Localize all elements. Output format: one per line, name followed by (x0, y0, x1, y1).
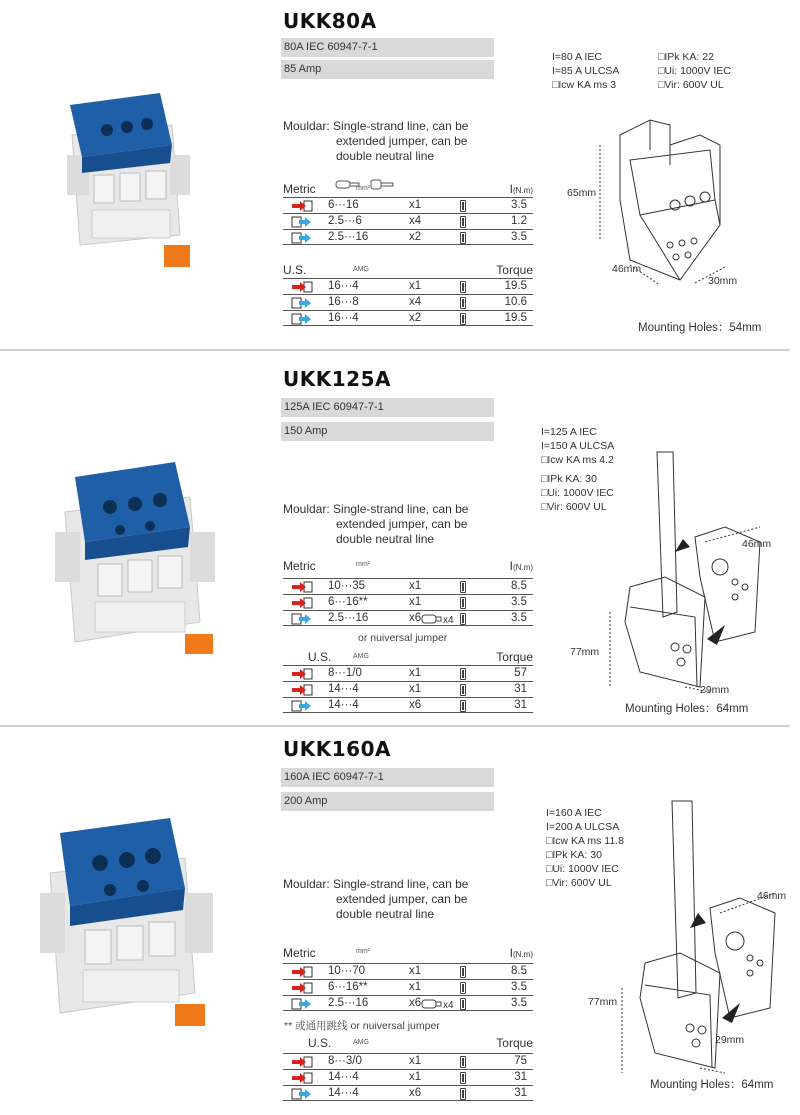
metric-table-row (283, 229, 533, 245)
wire-range: 14···4 (328, 1071, 359, 1083)
spec-item: □Ui: 1000V IEC (541, 487, 614, 499)
metric-header (283, 946, 533, 960)
dimension-width: 29mm (700, 684, 730, 696)
blue-arrow-icon (291, 216, 313, 228)
spec-item: □Icw KA ms 11.8 (546, 835, 624, 847)
metric-table-row (283, 197, 533, 213)
wire-range: 16···8 (328, 296, 359, 308)
spec-item: □Ui: 1000V IEC (658, 65, 731, 77)
spec-item: □IPk KA: 30 (546, 849, 602, 861)
metric-table-row (283, 578, 533, 594)
screwdriver-icon (460, 581, 466, 593)
multiplier: x1 (409, 683, 422, 695)
spec-item: □Icw KA ms 4.2 (541, 454, 614, 466)
us-table-row (283, 1069, 533, 1085)
screwdriver-icon (460, 668, 466, 680)
screwdriver-icon (460, 998, 466, 1010)
svg-text:x4: x4 (443, 615, 454, 625)
mouldar-description (283, 119, 503, 164)
mouldar-line: double neutral line (336, 907, 435, 921)
blue-arrow-icon (291, 613, 313, 625)
product-photo-ukk80a (52, 85, 202, 285)
blue-arrow-icon (291, 998, 313, 1010)
amp-band: 85 Amp (281, 60, 494, 79)
mouldar-description (283, 877, 503, 922)
us-table-row (283, 294, 533, 310)
torque-unit: (N.m) (513, 186, 533, 195)
spec-list (552, 50, 619, 92)
jumper-note: or nuiversal jumper (358, 632, 448, 644)
torque-value: 31 (514, 699, 527, 711)
dimension-height: 65mm (567, 187, 597, 199)
spec-list-secondary (658, 50, 731, 92)
screwdriver-icon (460, 281, 466, 293)
multiplier: x1 (409, 667, 422, 679)
multiplier: x2 (409, 231, 422, 243)
ferrule-extra-icon (421, 613, 461, 625)
product-photo-ukk160a (35, 808, 230, 1038)
product-title: UKK160A (283, 737, 391, 761)
screwdriver-icon (460, 1072, 466, 1084)
metric-unit: mm² (356, 185, 370, 192)
us-table-row (283, 310, 533, 326)
multiplier: x1 (409, 981, 422, 993)
dimension-height: 77mm (588, 996, 618, 1008)
us-unit: AMG (353, 1039, 369, 1046)
multiplier: x6 (409, 997, 422, 1009)
product-section-ukk80a (0, 0, 800, 348)
svg-text:x4: x4 (443, 1000, 454, 1010)
red-arrow-icon (291, 597, 313, 609)
wire-range: 2.5···16 (328, 612, 369, 624)
spec-item: □Icw KA ms 3 (552, 79, 617, 91)
torque-value: 3.5 (511, 231, 527, 243)
dimension-drawing-ukk125a (595, 447, 790, 697)
us-table-row (283, 665, 533, 681)
mouldar-line: extended jumper, can be (336, 517, 468, 531)
mouldar-line: double neutral line (336, 149, 435, 163)
blue-arrow-icon (291, 1088, 313, 1100)
torque-unit-header (510, 182, 533, 196)
multiplier: x1 (409, 596, 422, 608)
metric-unit: mm² (356, 561, 370, 568)
torque-value: 3.5 (511, 596, 527, 608)
wire-range: 6···16 (328, 199, 359, 211)
dimension-width: 30mm (708, 275, 738, 287)
screwdriver-icon (460, 597, 466, 609)
mouldar-line: Mouldar: Single-strand line, can be (283, 119, 469, 133)
torque-value: 3.5 (511, 199, 527, 211)
ferrule-extra-icon (421, 998, 461, 1010)
amp-band: 200 Amp (281, 792, 494, 811)
torque-value: 3.5 (511, 612, 527, 624)
multiplier: x6 (409, 1087, 422, 1099)
red-arrow-icon (291, 668, 313, 680)
dimension-drawing-ukk80a (560, 105, 760, 295)
spec-item: I=200 A ULCSA (546, 821, 620, 833)
torque-value: 8.5 (511, 965, 527, 977)
spec-item: □Vir: 600V UL (658, 79, 724, 91)
us-header (283, 650, 533, 664)
wire-range: 10···70 (328, 965, 366, 977)
screwdriver-icon (460, 232, 466, 244)
spec-item: □Ui: 1000V IEC (546, 863, 619, 875)
metric-label: Metric (283, 559, 316, 573)
rating-band: 80A IEC 60947-7-1 (281, 38, 494, 57)
wire-range: 14···4 (328, 699, 359, 711)
blue-arrow-icon (291, 700, 313, 712)
wire-range: 2.5···16 (328, 231, 369, 243)
us-unit: AMG (353, 266, 369, 273)
wire-range: 8···1/0 (328, 667, 362, 679)
section-divider (0, 725, 790, 727)
spec-item: □Vir: 600V UL (546, 877, 612, 889)
spec-item: □Vir: 600V UL (541, 501, 607, 513)
us-unit: AMG (353, 653, 369, 660)
torque-value: 75 (514, 1055, 527, 1067)
torque-value: 3.5 (511, 981, 527, 993)
blue-arrow-icon (291, 232, 313, 244)
mouldar-line: extended jumper, can be (336, 892, 468, 906)
screwdriver-icon (460, 966, 466, 978)
blue-arrow-icon (291, 313, 313, 325)
metric-header (283, 182, 533, 196)
multiplier: x1 (409, 580, 422, 592)
spec-item: I=85 A ULCSA (552, 65, 620, 77)
product-title: UKK125A (283, 367, 391, 391)
mounting-holes: Mounting Holes：64mm (650, 1079, 774, 1091)
multiplier: x6 (409, 699, 422, 711)
screwdriver-icon (460, 297, 466, 309)
torque-value: 19.5 (504, 312, 527, 324)
torque-symbol: I (509, 559, 513, 573)
screwdriver-icon (460, 216, 466, 228)
metric-table-row (283, 610, 533, 626)
wire-range: 14···4 (328, 683, 359, 695)
us-table-row (283, 1053, 533, 1069)
torque-value: 57 (514, 667, 527, 679)
wire-range: 6···16** (328, 981, 368, 993)
metric-table-row (283, 995, 533, 1011)
spec-item: □IPk KA: 22 (658, 51, 714, 63)
screwdriver-icon (460, 200, 466, 212)
torque-symbol: I (509, 182, 513, 196)
dimension-width: 29mm (715, 1034, 745, 1046)
blue-arrow-icon (291, 297, 313, 309)
multiplier: x2 (409, 312, 422, 324)
screwdriver-icon (460, 700, 466, 712)
mounting-holes: Mounting Holes：64mm (625, 703, 749, 715)
screwdriver-icon (460, 982, 466, 994)
us-label: U.S. (308, 1036, 332, 1050)
mouldar-line: Mouldar: Single-strand line, can be (283, 502, 469, 516)
wire-range: 16···4 (328, 280, 359, 292)
wire-range: 2.5···6 (328, 215, 362, 227)
torque-value: 1.2 (511, 215, 527, 227)
metric-table-row (283, 594, 533, 610)
rating-band: 125A IEC 60947-7-1 (281, 398, 494, 417)
section-divider (0, 349, 790, 351)
red-arrow-icon (291, 982, 313, 994)
dimension-depth: 46mm (757, 890, 787, 902)
dimension-depth: 46mm (612, 263, 642, 275)
red-arrow-icon (291, 281, 313, 293)
red-arrow-icon (291, 200, 313, 212)
spec-item: I=80 A IEC (552, 51, 602, 63)
mouldar-line: extended jumper, can be (336, 134, 468, 148)
torque-value: 3.5 (511, 997, 527, 1009)
product-photo-ukk125a (50, 452, 230, 667)
mouldar-description (283, 502, 503, 547)
metric-label: Metric (283, 182, 316, 196)
red-arrow-icon (291, 1072, 313, 1084)
us-table-row (283, 278, 533, 294)
dimension-height: 77mm (570, 646, 600, 658)
red-arrow-icon (291, 1056, 313, 1068)
screwdriver-icon (460, 1088, 466, 1100)
multiplier: x1 (409, 1055, 422, 1067)
spec-item: I=160 A IEC (546, 807, 602, 819)
torque-value: 19.5 (504, 280, 527, 292)
multiplier: x6 (409, 612, 422, 624)
amp-band: 150 Amp (281, 422, 494, 441)
multiplier: x4 (409, 215, 422, 227)
spec-item: I=150 A ULCSA (541, 440, 615, 452)
product-section-ukk160a (0, 728, 800, 1115)
dimension-depth: 46mm (742, 538, 772, 550)
metric-table-row (283, 979, 533, 995)
red-arrow-icon (291, 684, 313, 696)
mounting-holes: Mounting Holes：54mm (638, 322, 762, 334)
multiplier: x1 (409, 1071, 422, 1083)
wire-range: 10···35 (328, 580, 366, 592)
spec-item: □IPk KA: 30 (541, 473, 597, 485)
dimension-drawing-ukk160a (600, 793, 795, 1083)
wire-range: 16···4 (328, 312, 359, 324)
us-label: U.S. (308, 650, 332, 664)
multiplier: x1 (409, 199, 422, 211)
torque-value: 8.5 (511, 580, 527, 592)
torque-value: 31 (514, 683, 527, 695)
metric-label: Metric (283, 946, 316, 960)
jumper-note: ** 或通用跳线 or nuiversal jumper (284, 1020, 440, 1032)
us-table-row (283, 697, 533, 713)
torque-value: 31 (514, 1087, 527, 1099)
multiplier: x1 (409, 965, 422, 977)
wire-range: 8···3/0 (328, 1055, 362, 1067)
us-header (283, 1036, 533, 1050)
us-header (283, 263, 533, 277)
screwdriver-icon (460, 613, 466, 625)
torque-unit: (N.m) (513, 563, 533, 572)
red-arrow-icon (291, 966, 313, 978)
screwdriver-icon (460, 313, 466, 325)
wire-range: 6···16** (328, 596, 368, 608)
metric-table-row (283, 213, 533, 229)
torque-header: Torque (496, 263, 533, 277)
wire-range: 2.5···16 (328, 997, 369, 1009)
wire-range: 14···4 (328, 1087, 359, 1099)
us-table-row (283, 681, 533, 697)
rating-band: 160A IEC 60947-7-1 (281, 768, 494, 787)
metric-header (283, 559, 533, 573)
screwdriver-icon (460, 1056, 466, 1068)
torque-value: 31 (514, 1071, 527, 1083)
red-arrow-icon (291, 581, 313, 593)
torque-header: Torque (496, 1036, 533, 1050)
multiplier: x1 (409, 280, 422, 292)
mouldar-line: Mouldar: Single-strand line, can be (283, 877, 469, 891)
mouldar-line: double neutral line (336, 532, 435, 546)
metric-table-row (283, 963, 533, 979)
torque-unit-header (510, 946, 533, 960)
torque-unit: (N.m) (513, 950, 533, 959)
metric-unit: mm² (356, 948, 370, 955)
us-label: U.S. (283, 263, 307, 277)
torque-header: Torque (496, 650, 533, 664)
us-table-row (283, 1085, 533, 1101)
spec-item: I=125 A IEC (541, 426, 597, 438)
screwdriver-icon (460, 684, 466, 696)
multiplier: x4 (409, 296, 422, 308)
product-title: UKK80A (283, 9, 377, 33)
torque-symbol: I (509, 946, 513, 960)
torque-value: 10.6 (504, 296, 527, 308)
product-section-ukk125a (0, 352, 800, 722)
torque-unit-header (510, 559, 533, 573)
